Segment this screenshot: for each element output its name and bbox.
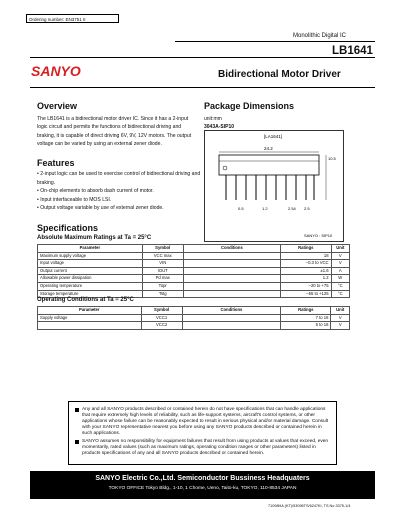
- cell: Topr: [142, 282, 183, 290]
- table-row: [38, 314, 350, 322]
- col-header: Parameter: [38, 307, 142, 315]
- feature-item: • Output voltage variable by use of external zener diode.: [37, 205, 164, 211]
- dim-length: 24.2: [264, 146, 273, 151]
- col-header: Unit: [331, 307, 350, 315]
- cell: 5 to 16: [281, 322, 331, 330]
- cell: IOUT: [142, 267, 183, 275]
- cell: [183, 260, 280, 268]
- divider-top: [175, 41, 375, 42]
- cell: Maximum supply voltage: [38, 252, 143, 260]
- disclaimer-text: Any and all SANYO products described or contained herein do not have specifications that can handle applications that require extremely high levels of reliability, such as life-support systems, aircraft's control systems, or other applications whose failure can be reasonably expected to result in serious physical and/or material damage. Consult with your SANYO representative nearest you before using any SANYO products described or contained herein in such applications.: [82, 407, 329, 436]
- col-header: Unit: [331, 245, 349, 253]
- cell: Pd max: [142, 275, 183, 283]
- cell: [183, 290, 280, 298]
- cell: –55 to +125: [281, 290, 332, 298]
- disclaimer-box: [68, 401, 337, 465]
- cell: Allowable power dissipation: [38, 275, 143, 283]
- table-row: [38, 267, 350, 275]
- cell: V: [331, 252, 349, 260]
- col-header: Parameter: [38, 245, 143, 253]
- cell: Operating temperature: [38, 282, 143, 290]
- cell: Input voltage: [38, 260, 143, 268]
- table-header-row: [38, 307, 350, 315]
- cell: V: [331, 260, 349, 268]
- specifications-heading: Specifications: [37, 223, 99, 233]
- disclaimer-item: [75, 407, 330, 437]
- col-header: Symbol: [142, 245, 183, 253]
- cell: Output current: [38, 267, 143, 275]
- package-heading: Package Dimensions: [204, 101, 295, 111]
- cell: 18: [281, 252, 332, 260]
- footer-code: 71098HA (KT)/53096TS/6247KI, TS No.3375-1/4: [268, 504, 351, 508]
- dim-d3: 2.5: [304, 206, 310, 211]
- package-corner-label: SANYO : SIP10: [304, 233, 333, 238]
- feature-item: • Input interfaceable to MOS LSI.: [37, 196, 112, 203]
- table-row: [38, 282, 350, 290]
- col-header: Symbol: [141, 307, 182, 315]
- cell: [183, 282, 280, 290]
- divider-title: [30, 87, 375, 88]
- package-drawing: [204, 130, 344, 242]
- ordering-number-box: Ordering number: EN3751 II: [26, 14, 119, 23]
- table-row: [38, 275, 350, 283]
- cell: VIN: [142, 260, 183, 268]
- sanyo-logo-text: SANYO: [31, 63, 81, 79]
- part-number: LB1641: [332, 45, 373, 57]
- cell: –0.3 to VCC: [281, 260, 332, 268]
- divider-header: [30, 57, 375, 58]
- footer-banner: [30, 471, 375, 499]
- cell: °C: [331, 290, 349, 298]
- cell: V: [331, 322, 350, 330]
- dim-pitch: 2.54: [288, 206, 296, 211]
- cell: °C: [331, 282, 349, 290]
- abs-max-table: [37, 244, 350, 298]
- cell: [38, 322, 142, 330]
- col-header: Ratings: [281, 245, 332, 253]
- op-conditions-table: [37, 306, 350, 330]
- table-row: [38, 252, 350, 260]
- cell: [182, 314, 281, 322]
- package-unit: unit:mm: [204, 116, 222, 122]
- cell: [182, 322, 281, 330]
- footer-company: SANYO Electric Co.,Ltd. Semiconductor Bussiness Headquaters: [95, 475, 310, 482]
- col-header: Conditions: [183, 245, 280, 253]
- cell: VCC1: [141, 314, 182, 322]
- disclaimer-text: SANYO assumes no responsibility for equipment failures that result from using products at values that exceed, even momentarily, rated values (such as maximum ratings, operating condition ranges or other parameters) listed in products specifications of any and all SANYO products described or contained herein.: [82, 439, 329, 456]
- bullet-square-icon: [75, 408, 79, 412]
- document-title: Bidirectional Motor Driver: [218, 69, 341, 80]
- cell: [183, 252, 280, 260]
- feature-item: • On-chip elements to absorb dash current of motor.: [37, 188, 154, 194]
- cell: W: [331, 275, 349, 283]
- cell: Storage temperature: [38, 290, 143, 298]
- feature-item: • 2-input logic can be used to exercise control of bidirectional driving and braking.: [37, 171, 201, 186]
- cell: VCC2: [141, 322, 182, 330]
- cell: –20 to +75: [281, 282, 332, 290]
- cell: Tstg: [142, 290, 183, 298]
- col-header: Conditions: [182, 307, 281, 315]
- overview-text: The LB1641 is a bidirectional motor driver IC. Since it has a 2-input logic circuit and permits the functions of bidirectional driving and braking, it is capable of direct driving 6V, 9V, 12V motors. The output voltage can be varied by using an external zener diode.: [37, 116, 192, 148]
- cell: [183, 267, 280, 275]
- package-box-label: [LA1641]: [264, 134, 283, 139]
- product-category: Monolithic Digital IC: [293, 33, 347, 39]
- dim-height: 10.5: [328, 156, 336, 161]
- op-conditions-heading: Operating Conditions at Ta = 25°C: [37, 297, 134, 303]
- cell: VCC max: [142, 252, 183, 260]
- footer-address: TOKYO OFFICE Tokyo Bldg., 1-10, 1 Chome, Ueno, Taito-ku, TOKYO, 110-8534 JAPAN: [108, 486, 297, 491]
- table-row: [38, 260, 350, 268]
- cell: A: [331, 267, 349, 275]
- chip-body: [219, 155, 319, 175]
- col-header: Ratings: [281, 307, 331, 315]
- cell: 7 to 16: [281, 314, 331, 322]
- overview-heading: Overview: [37, 101, 78, 111]
- cell: ±1.6: [281, 267, 332, 275]
- dim-d1: 0.5: [238, 206, 244, 211]
- abs-max-heading: Absolute Maximum Ratings at Ta = 25°C: [37, 235, 152, 241]
- table-header-row: [38, 245, 350, 253]
- cell: V: [331, 314, 350, 322]
- features-heading: Features: [37, 158, 75, 168]
- cell: 1.2: [281, 275, 332, 283]
- cell: [183, 275, 280, 283]
- features-list: [37, 170, 207, 213]
- cell: Supply voltage: [38, 314, 142, 322]
- table-row: [38, 322, 350, 330]
- disclaimer-item: [75, 439, 330, 457]
- bullet-square-icon: [75, 440, 79, 444]
- package-type: 3043A-SIP10: [204, 124, 235, 130]
- sanyo-logo: [30, 63, 88, 79]
- dim-d2: 1.2: [262, 206, 268, 211]
